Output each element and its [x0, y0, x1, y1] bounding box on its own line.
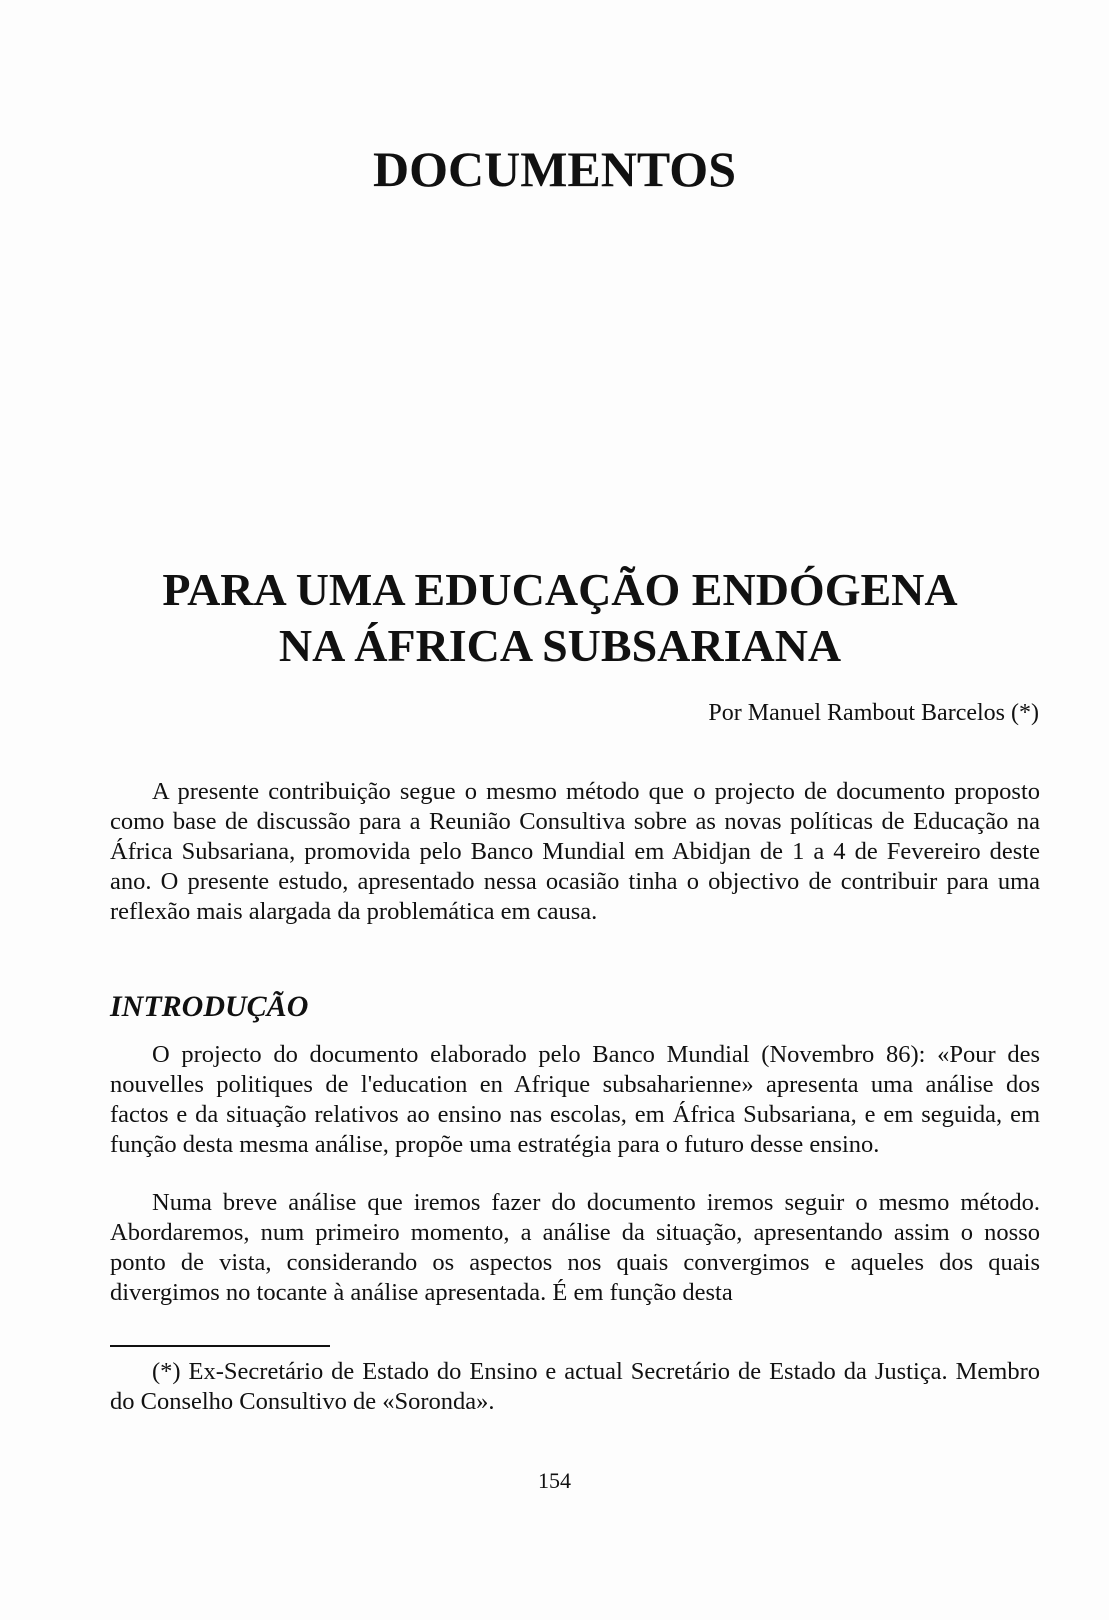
- article-title-line-1: PARA UMA EDUCAÇÃO ENDÓGENA: [162, 564, 958, 615]
- article-title-line-2: NA ÁFRICA SUBSARIANA: [278, 620, 842, 671]
- intro-paragraph: A presente contribuição segue o mesmo método que o projecto de documento proposto como base de discussão para a Reunião Consultiva sobre as novas políticas de Educação na África Subsariana, promovida pelo Banco Mundial em Abidjan de 1 a 4 de Fevereiro deste ano. O presente estudo, apresentado nessa ocasião tinha o objectivo de contribuir para uma reflexão mais alargada da problemática em causa.: [110, 778, 1040, 925]
- body-paragraph-2: Numa breve análise que iremos fazer do documento iremos seguir o mesmo método. Abordaremos, num primeiro momento, a análise da situação, apresentando assim o nosso ponto de vista, considerando os aspectos nos quais convergimos e aqueles dos quais divergimos no tocante à análise apresentada. É em função desta: [110, 1189, 1040, 1306]
- subheading-introducao: INTRODUÇÃO: [110, 990, 309, 1023]
- body-paragraph-1: O projecto do documento elaborado pelo Banco Mundial (Novembro 86): «Pour des nouvelles politiques de l'education en Afrique subsaharienne» apresenta uma análise dos factos e da situação relativos ao ensino nas escolas, em África Subsariana, e em seguida, em função desta mesma análise, propõe uma estratégia para o futuro desse ensino.: [110, 1041, 1040, 1158]
- page-number: 154: [538, 1468, 571, 1493]
- byline: Por Manuel Rambout Barcelos (*): [708, 700, 1039, 726]
- footnote: (*) Ex-Secretário de Estado do Ensino e actual Secretário de Estado da Justiça. Membro do Conselho Consultivo de «Soronda».: [110, 1358, 1040, 1415]
- footnote-divider: [110, 1345, 330, 1347]
- article-title: [60, 562, 1060, 674]
- section-heading: DOCUMENTOS: [372, 141, 736, 197]
